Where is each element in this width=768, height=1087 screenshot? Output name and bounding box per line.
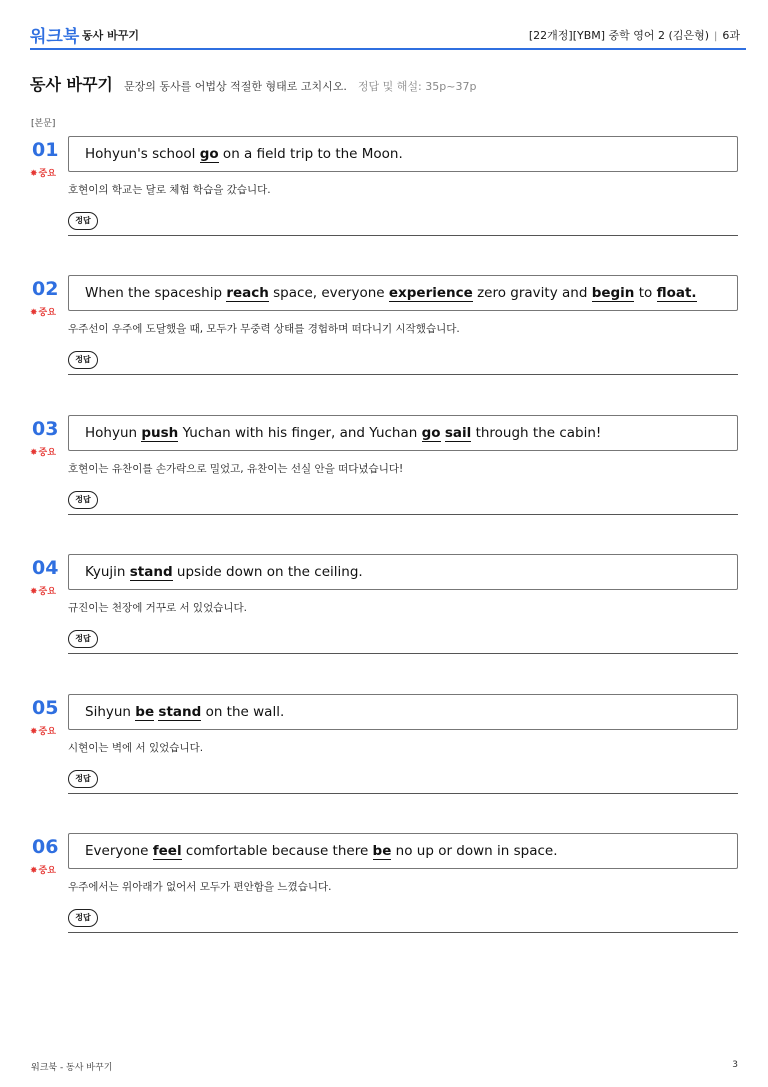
page-number: 3 bbox=[732, 1060, 738, 1070]
answer-line[interactable] bbox=[68, 235, 738, 236]
target-verb: experience bbox=[388, 285, 473, 301]
target-verb: go bbox=[199, 146, 219, 162]
important-label: 중요 bbox=[38, 169, 56, 179]
sentence-text: through the cabin! bbox=[471, 425, 602, 441]
question-number: 03 bbox=[32, 418, 59, 440]
korean-translation: 호현이는 유찬이를 손가락으로 밀었고, 유찬이는 선실 안을 떠다녔습니다! bbox=[68, 463, 404, 475]
sentence-text: upside down on the ceiling. bbox=[172, 564, 363, 580]
sentence-text: When the spaceship bbox=[85, 285, 227, 301]
page-header bbox=[30, 20, 746, 50]
burst-icon: ✸ bbox=[30, 448, 38, 458]
important-label: 중요 bbox=[38, 308, 56, 318]
brand-subtitle: 동사 바꾸기 bbox=[82, 29, 139, 42]
footer-title: 워크북 - 동사 바꾸기 bbox=[31, 1063, 113, 1073]
sentence-box bbox=[68, 415, 738, 451]
important-badge bbox=[30, 724, 56, 737]
sentence-box bbox=[68, 275, 738, 311]
burst-icon: ✸ bbox=[30, 308, 38, 318]
important-badge bbox=[30, 445, 56, 458]
instruction-text: 문장의 동사를 어법상 적절한 형태로 고치시오. bbox=[123, 80, 347, 93]
target-verb: begin bbox=[591, 285, 635, 301]
answer-line[interactable] bbox=[68, 793, 738, 794]
sentence-text: on the wall. bbox=[201, 704, 285, 720]
target-verb: stand bbox=[158, 704, 202, 720]
korean-translation: 우주선이 우주에 도달했을 때, 모두가 무중력 상태를 경험하며 떠다니기 시작했습니다. bbox=[68, 323, 460, 335]
sentence-text: zero gravity and bbox=[472, 285, 592, 301]
answer-reference: 정답 및 해설: 35p~37p bbox=[357, 80, 477, 93]
sentence-text: Yuchan with his finger, and Yuchan bbox=[178, 425, 422, 441]
important-label: 중요 bbox=[38, 866, 56, 876]
answer-button[interactable]: 정답 bbox=[68, 770, 98, 788]
header-separator: | bbox=[714, 31, 718, 42]
target-verb: feel bbox=[152, 843, 182, 859]
answer-button[interactable]: 정답 bbox=[68, 351, 98, 369]
burst-icon: ✸ bbox=[30, 169, 38, 179]
burst-icon: ✸ bbox=[30, 866, 38, 876]
question-number: 05 bbox=[32, 697, 59, 719]
sentence-box bbox=[68, 833, 738, 869]
important-badge bbox=[30, 166, 56, 179]
important-badge bbox=[30, 305, 56, 318]
important-label: 중요 bbox=[38, 587, 56, 597]
target-verb: be bbox=[372, 843, 392, 859]
sentence-text: Sihyun bbox=[85, 704, 136, 720]
burst-icon: ✸ bbox=[30, 727, 38, 737]
course-info bbox=[529, 27, 740, 43]
question-number: 06 bbox=[32, 836, 59, 858]
sentence-text: Hohyun bbox=[85, 425, 142, 441]
korean-translation: 호현이의 학교는 달로 체험 학습을 갔습니다. bbox=[68, 184, 271, 196]
section-label: [본문] bbox=[31, 119, 56, 129]
important-badge bbox=[30, 863, 56, 876]
sentence-box bbox=[68, 136, 738, 172]
answer-line[interactable] bbox=[68, 653, 738, 654]
brand-title: 워크북 bbox=[30, 27, 80, 47]
answer-line[interactable] bbox=[68, 514, 738, 515]
course-name: [22개정][YBM] 중학 영어 2 (김은형) bbox=[528, 29, 709, 42]
target-verb: be bbox=[135, 704, 155, 720]
burst-icon: ✸ bbox=[30, 587, 38, 597]
lesson-number: 6과 bbox=[722, 29, 740, 42]
target-verb: push bbox=[141, 425, 179, 441]
answer-line[interactable] bbox=[68, 374, 738, 375]
sentence-text: Hohyun's school bbox=[85, 146, 200, 162]
important-label: 중요 bbox=[38, 448, 56, 458]
answer-button[interactable]: 정답 bbox=[68, 491, 98, 509]
important-badge bbox=[30, 584, 56, 597]
target-verb: sail bbox=[444, 425, 472, 441]
page-title: 동사 바꾸기 bbox=[30, 75, 113, 94]
sentence-text: comfortable because there bbox=[181, 843, 373, 859]
target-verb: go bbox=[421, 425, 441, 441]
answer-button[interactable]: 정답 bbox=[68, 212, 98, 230]
sentence-text: to bbox=[634, 285, 657, 301]
question-item bbox=[30, 136, 746, 246]
sentence-box bbox=[68, 554, 738, 590]
question-item bbox=[30, 275, 746, 385]
important-label: 중요 bbox=[38, 727, 56, 737]
sentence-text: Everyone bbox=[85, 843, 153, 859]
title-row bbox=[30, 72, 746, 96]
question-item bbox=[30, 415, 746, 525]
answer-button[interactable]: 정답 bbox=[68, 909, 98, 927]
question-number: 01 bbox=[32, 139, 59, 161]
question-number: 04 bbox=[32, 557, 59, 579]
answer-line[interactable] bbox=[68, 932, 738, 933]
korean-translation: 우주에서는 위아래가 없어서 모두가 편안함을 느꼈습니다. bbox=[68, 881, 332, 893]
sentence-text: space, everyone bbox=[268, 285, 389, 301]
korean-translation: 시현이는 벽에 서 있었습니다. bbox=[68, 742, 204, 754]
question-number: 02 bbox=[32, 278, 59, 300]
sentence-text: no up or down in space. bbox=[391, 843, 558, 859]
target-verb: reach bbox=[226, 285, 269, 301]
sentence-text: Kyujin bbox=[85, 564, 130, 580]
question-item bbox=[30, 833, 746, 943]
question-item bbox=[30, 554, 746, 664]
korean-translation: 규진이는 천장에 거꾸로 서 있었습니다. bbox=[68, 602, 247, 614]
target-verb: float. bbox=[656, 285, 697, 301]
sentence-text: on a field trip to the Moon. bbox=[218, 146, 403, 162]
sentence-box bbox=[68, 694, 738, 730]
question-item bbox=[30, 694, 746, 804]
answer-button[interactable]: 정답 bbox=[68, 630, 98, 648]
target-verb: stand bbox=[129, 564, 173, 580]
